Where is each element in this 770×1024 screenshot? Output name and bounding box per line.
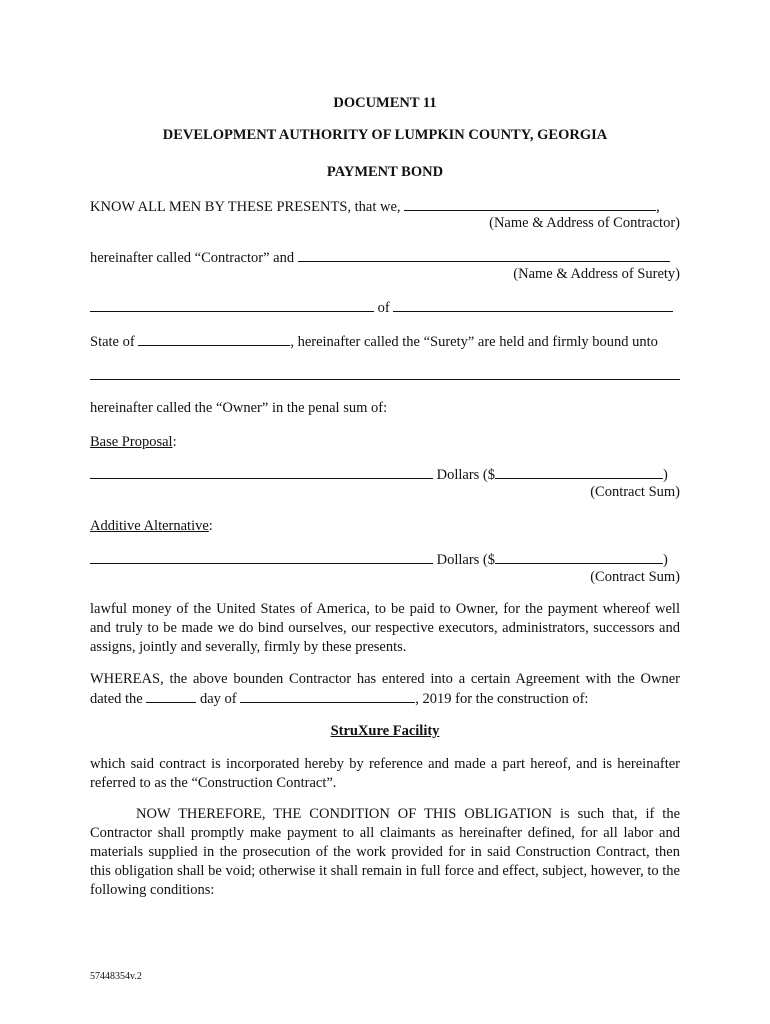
surety-called-text: , hereinafter called the “Surety” are held and firmly bound unto: [290, 334, 658, 350]
base-proposal-amount-line: Dollars ($ ): [90, 465, 668, 484]
contractor-name-blank[interactable]: [404, 197, 656, 211]
day-blank[interactable]: [146, 689, 196, 703]
document-number: DOCUMENT 11: [333, 95, 437, 111]
dated-line: [90, 689, 588, 708]
know-all-men-text: KNOW ALL MEN BY THESE PRESENTS, that we,: [90, 199, 401, 215]
day-of-label: day of: [200, 691, 237, 707]
additive-words-blank[interactable]: [90, 550, 433, 564]
project-name: StruXure Facility: [330, 723, 440, 739]
surety-of-line: [90, 298, 673, 317]
month-blank[interactable]: [240, 689, 415, 703]
owner-name-blank[interactable]: [90, 366, 680, 380]
base-proposal-amount-blank[interactable]: [495, 465, 663, 479]
now-therefore-paragraph: NOW THEREFORE, THE CONDITION OF THIS OBLIGATION is such that, if the Contractor shall promptly make payment to all claimants as hereinafter defined, for all labor and materials supplied in the prosecution of the work provided for in said Construction Contract, then this obligation shall be void; otherwise it shall remain in full force and effect, subject, however, to the following conditions:: [90, 806, 680, 898]
page-title: PAYMENT BOND: [326, 164, 444, 180]
authority-heading: DEVELOPMENT AUTHORITY OF LUMPKIN COUNTY, GEORGIA: [162, 127, 608, 143]
incorporated-paragraph: which said contract is incorporated hereby by reference and made a part hereof, and is hereinafter referred to as the “Construction Contract”.: [90, 756, 680, 791]
additive-alternative-heading: Additive Alternative:: [90, 518, 213, 534]
owner-called-text: hereinafter called the “Owner” in the penal sum of:: [90, 400, 388, 416]
year-text: , 2019 for the construction of:: [415, 691, 589, 707]
base-proposal-words-blank[interactable]: [90, 465, 433, 479]
base-contract-sum-caption: (Contract Sum): [590, 484, 680, 500]
base-proposal-heading: Base Proposal:: [90, 434, 177, 450]
dated-the-label: dated the: [90, 691, 143, 707]
additive-dollars-label: Dollars ($: [436, 552, 496, 568]
whereas-line: WHEREAS, the above bounden Contractor has entered into a certain Agreement with the Owner: [90, 671, 680, 687]
know-all-men-line: KNOW ALL MEN BY THESE PRESENTS, that we, ,: [90, 199, 660, 215]
surety-name-blank[interactable]: [298, 248, 670, 262]
surety-city-blank[interactable]: [90, 298, 374, 312]
state-blank[interactable]: [138, 332, 290, 346]
contractor-caption: (Name & Address of Contractor): [489, 215, 680, 231]
surety-caption: (Name & Address of Surety): [513, 266, 680, 282]
additive-amount-line: Dollars ($ ): [90, 550, 668, 569]
state-of-label: State of: [90, 334, 135, 350]
additive-alternative-label: Additive Alternative: [90, 518, 209, 534]
base-proposal-label: Base Proposal: [90, 434, 173, 450]
additive-amount-blank[interactable]: [495, 550, 663, 564]
surety-location-blank[interactable]: [393, 298, 673, 312]
footer-doc-id: 57448354v.2: [90, 971, 142, 982]
base-dollars-label: Dollars ($: [436, 467, 496, 483]
owner-name-line: [90, 366, 680, 385]
lawful-money-paragraph: lawful money of the United States of America, to be paid to Owner, for the payment whereof well and truly to be made we do bind ourselves, our respective executors, administrators, successors and assigns, jointly and severally, firmly by these presents.: [90, 601, 680, 655]
contractor-called-text: hereinafter called “Contractor” and: [90, 250, 295, 266]
state-of-line: [90, 332, 658, 351]
of-word: of: [377, 300, 390, 316]
additive-contract-sum-caption: (Contract Sum): [590, 569, 680, 585]
